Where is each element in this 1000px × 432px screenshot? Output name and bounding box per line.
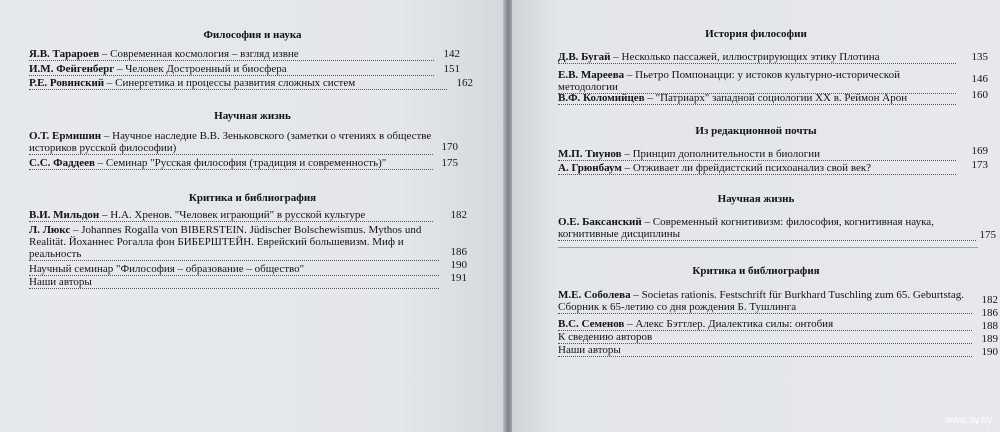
- entry-author: М.П. Тиунов: [558, 148, 622, 160]
- page-number: 170: [441, 141, 458, 153]
- entry-title: – "Патриарх" западной социологии XX в. Реймон Арон: [647, 92, 908, 104]
- page-number: 186: [981, 307, 998, 319]
- entry-author: В.Ф. Коломийцев: [558, 92, 645, 104]
- entry-author: М.Е. Соболева: [558, 289, 631, 301]
- entry-title: – Алекс Бэттлер. Диалектика силы: онтобия: [627, 318, 834, 330]
- page-number: 175: [441, 157, 458, 169]
- page-number: 182: [450, 209, 467, 221]
- section-heading: Научная жизнь: [717, 193, 795, 205]
- toc-entry[interactable]: [29, 157, 433, 170]
- toc-entry[interactable]: [558, 69, 956, 94]
- entry-author: Р.Е. Ровинский: [29, 77, 105, 89]
- section-heading: Из редакционной почты: [695, 125, 817, 137]
- right-page: [512, 0, 1000, 432]
- page-number: 160: [971, 89, 988, 101]
- entry-title: – Несколько пассажей, иллюстрирующих этику Плотина: [613, 51, 880, 63]
- entry-author: О.Е. Баксанский: [558, 216, 642, 228]
- watermark: www.ay.by: [944, 415, 992, 426]
- page-number: 190: [981, 346, 998, 358]
- toc-entry[interactable]: [29, 48, 434, 61]
- toc-entry[interactable]: [558, 216, 976, 241]
- toc-entry[interactable]: [558, 148, 956, 161]
- page-number: 182: [981, 294, 998, 306]
- entry-title: Научный семинар "Философия – образование – общество": [29, 263, 305, 275]
- entry-author: Д.В. Бугай: [558, 51, 611, 63]
- entry-author: Е.В. Мареева: [558, 69, 625, 81]
- page-number: 173: [971, 159, 988, 171]
- entry-title: – Семинар "Русская философия (традиция и современность)": [97, 157, 387, 169]
- toc-entry[interactable]: [29, 77, 447, 90]
- section-heading: Научная жизнь: [214, 110, 291, 122]
- toc-entry[interactable]: [558, 318, 972, 331]
- toc-entry[interactable]: [558, 51, 956, 64]
- entry-title: – Пьетро Помпонацци: у истоков культурно-исторической методологии: [558, 69, 900, 93]
- entry-title: К сведению авторов: [558, 331, 653, 343]
- toc-entry[interactable]: [558, 344, 972, 357]
- section-heading: История философии: [705, 28, 807, 40]
- toc-entry[interactable]: [29, 276, 439, 289]
- entry-title: – Н.А. Хренов. "Человек играющий" в русской культуре: [102, 209, 366, 221]
- toc-entry[interactable]: [558, 289, 972, 314]
- page-number: 169: [971, 145, 988, 157]
- page-number: 190: [450, 259, 467, 271]
- toc-entry[interactable]: [29, 263, 439, 276]
- page-number: 175: [979, 229, 996, 241]
- entry-title: – Принцип дополнительности в биологии: [624, 148, 821, 160]
- section-heading: Философия и наука: [203, 29, 302, 41]
- page-number: 186: [450, 246, 467, 258]
- page-number: 191: [450, 272, 467, 284]
- page-number: 162: [456, 77, 473, 89]
- page-number: 188: [981, 320, 998, 332]
- entry-title: – Синергетика и процессы развития сложных систем: [106, 77, 356, 89]
- entry-title: – Современная космология – взгляд извне: [101, 48, 299, 60]
- section-heading: Критика и библиография: [692, 265, 820, 277]
- entry-title: – Societas rationis. Festschrift für Burkhard Tuschling zum 65. Geburtstag. Сборник к 65-летию со дня рождения Б. Тушлинга: [558, 289, 964, 313]
- entry-title: – Научное наследие В.В. Зеньковского (заметки о чтениях в обществе историков русской философии): [29, 130, 432, 154]
- divider: [558, 247, 978, 248]
- page-number: 151: [443, 63, 460, 75]
- page-number: 189: [981, 333, 998, 345]
- entry-title: – Современный когнитивизм: философия, когнитивная наука, когнитивные дисциплины: [558, 216, 934, 240]
- page-number: 142: [443, 48, 460, 60]
- toc-entry[interactable]: [29, 130, 433, 155]
- toc-entry[interactable]: [558, 92, 956, 105]
- toc-entry[interactable]: [558, 162, 956, 175]
- entry-author: А. Грюнбаум: [558, 162, 622, 174]
- toc-entry[interactable]: [29, 224, 439, 261]
- entry-author: Л. Люкс: [29, 224, 71, 236]
- entry-title: – Человек Достроенный и биосфера: [117, 63, 287, 75]
- section-heading: Критика и библиография: [188, 192, 317, 204]
- entry-author: С.С. Фаддеев: [29, 157, 95, 169]
- entry-author: В.С. Семенов: [558, 318, 625, 330]
- entry-author: И.М. Фейгенберг: [29, 63, 115, 75]
- entry-author: Я.В. Тарароев: [29, 48, 100, 60]
- toc-entry[interactable]: [29, 209, 433, 222]
- entry-title: Наши авторы: [558, 344, 621, 356]
- page-number: 135: [971, 51, 988, 63]
- entry-title: Наши авторы: [29, 276, 92, 288]
- toc-entry[interactable]: [29, 63, 434, 76]
- toc-entry[interactable]: [558, 331, 972, 344]
- entry-title: – Отживает ли фрейдистский психоанализ свой век?: [624, 162, 872, 174]
- page-number: 146: [971, 73, 988, 85]
- entry-author: О.Т. Ермишин: [29, 130, 102, 142]
- entry-title: – Johannes Rogalla von BIBERSTEIN. Jüdischer Bolschewismus. Mythos und Realität. Йоханнес Рогалла фон БИБЕРШТЕЙН. Еврейский большевизм. Миф и реальность: [29, 224, 422, 260]
- entry-author: В.И. Мильдон: [29, 209, 100, 221]
